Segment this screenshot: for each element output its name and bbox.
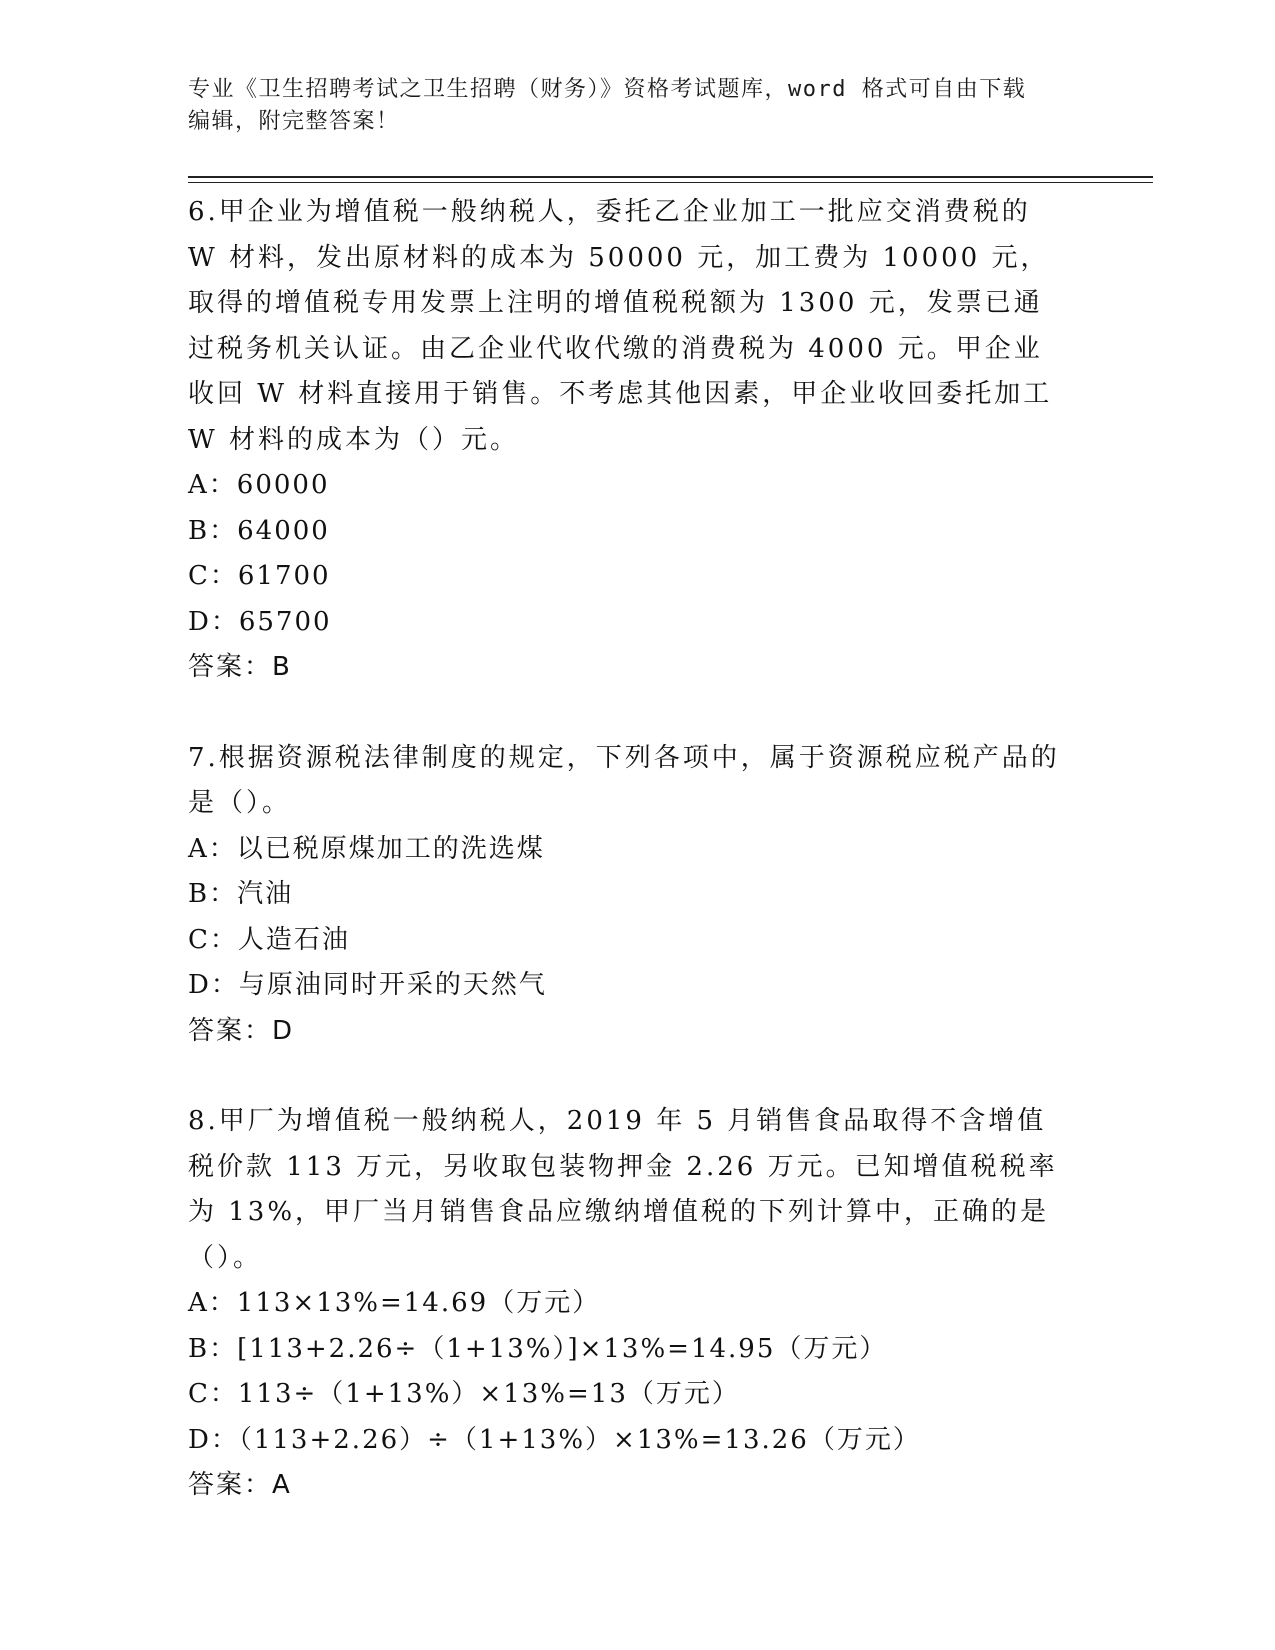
spacer [188,691,1068,736]
option-d: D：（113+2.26）÷（1+13%）×13%=13.26（万元） [188,1424,921,1455]
option-a: A：以已税原煤加工的洗选煤 [188,833,545,864]
question-8 [188,1099,1068,1509]
option-a: A：113×13%=14.69（万元） [188,1288,601,1318]
header-line-1: 专业《卫生招聘考试之卫生招聘（财务）》资格考试题库，word 格式可自由下载 [188,77,1027,102]
question-6 [188,190,1068,691]
option-c: C：人造石油 [188,924,350,955]
header-divider-thin [188,182,1153,183]
question-stem: 8.甲厂为增值税一般纳税人，2019 年 5 月销售食品取得不含增值税价款 113 万元，另收取包装物押金 2.26 万元。已知增值税税率为 13%，甲厂当月销售食品应缴纳增值税的下列计算中，正确的是（）。 [188,1106,1058,1273]
document-header [188,74,1068,138]
option-d: D：与原油同时开采的天然气 [188,970,547,1000]
question-7 [188,736,1068,1055]
option-d: D：65700 [188,606,332,637]
answer: 答案：D [188,1015,295,1046]
option-b: B：汽油 [188,879,294,909]
question-list [188,190,1068,1509]
question-stem: 7.根据资源税法律制度的规定，下列各项中，属于资源税应税产品的是（）。 [188,742,1060,818]
option-b: B：[113+2.26÷（1+13%）]×13%=14.95（万元） [188,1333,888,1364]
option-b: B：64000 [188,515,330,546]
answer: 答案：B [188,652,292,682]
option-a: A：60000 [188,470,330,500]
question-stem: 6.甲企业为增值税一般纳税人，委托乙企业加工一批应交消费税的 W 材料，发出原材料的成本为 50000 元，加工费为 10000 元，取得的增值税专用发票上注明的增值税税额为 1300 元，发票已通过税务机关认证。由乙企业代收代缴的消费税为 4000 元。甲企业收回 W 材料直接用于销售。不考虑其他因素，甲企业收回委托加工 W 材料的成本为（）元。 [188,197,1053,455]
spacer [188,1054,1068,1099]
header-divider-thick [188,176,1153,178]
answer: 答案：A [188,1470,292,1500]
option-c: C：113÷（1+13%）×13%=13（万元） [188,1379,740,1409]
option-c: C：61700 [188,561,331,591]
header-line-2: 编辑，附完整答案！ [188,109,400,134]
